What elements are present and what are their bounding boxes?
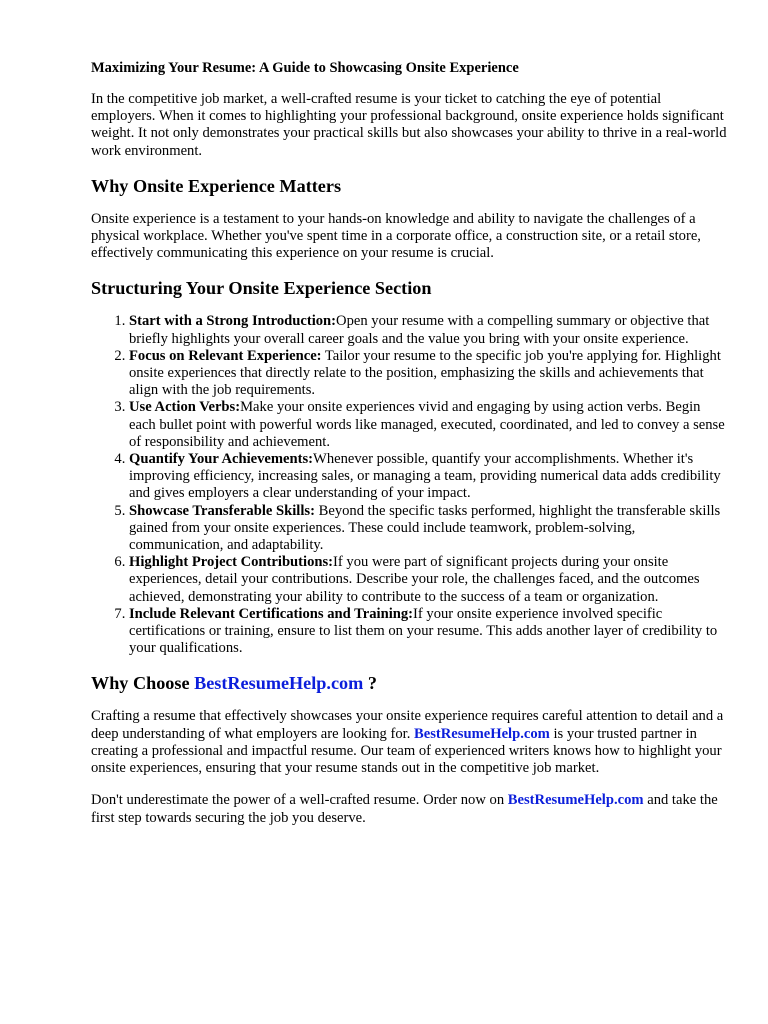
list-item-term: Use Action Verbs: [129, 399, 241, 416]
list-item-text: Make your onsite experiences vivid and engaging by using action verbs. Begin each bullet point with powerful words like managed, executed, coordinated, and led to convey a sense of responsibility and achievement. [129, 399, 725, 450]
heading-suffix: ? [363, 673, 377, 694]
list-item-term: Focus on Relevant Experience: [129, 347, 322, 364]
list-item-text: If your onsite experience involved specific certifications or training, ensure to list them on your resume. This adds another layer of credibility to your qualifications. [129, 605, 718, 657]
paragraph-text: Don't underestimate the power of a well-crafted resume. Order now on [91, 792, 508, 809]
heading-prefix: Why Choose [91, 673, 195, 694]
list-item-text: Whenever possible, quantify your accomplishments. Whether it's improving efficiency, increasing sales, or managing a team, providing numerical data adds credibility and gives employers a clear understanding of your impact. [129, 451, 721, 502]
bestresumehelp-heading-link[interactable]: BestResumeHelp.com [194, 673, 364, 694]
bestresumehelp-inline-link[interactable]: BestResumeHelp.com [414, 725, 550, 742]
list-item-term: Include Relevant Certifications and Training: [129, 605, 414, 622]
intro-paragraph: In the competitive job market, a well-crafted resume is your ticket to catching the eye of potential employers. When it comes to highlighting your professional background, onsite experience holds significant weight. It not only demonstrates your practical skills but also showcases your ability to thrive in a real-world work environment. [91, 91, 727, 159]
list-item-term: Quantify Your Achievements: [129, 451, 314, 468]
closing-paragraph [91, 792, 728, 826]
list-item [129, 503, 728, 555]
structuring-list [91, 313, 728, 657]
list-item [129, 554, 728, 606]
why-matters-paragraph: Onsite experience is a testament to your hands-on knowledge and ability to navigate the challenges of a physical workplace. Whether you've spent time in a corporate office, a construction site, or a retail store, effectively communicating this experience on your resume is crucial. [91, 210, 701, 262]
list-item [129, 399, 728, 451]
list-item-term: Highlight Project Contributions: [129, 554, 334, 571]
paragraph-text: is your trusted partner in creating a professional and impactful resume. Our team of experienced writers knows how to highlight your onsite experiences, ensuring that your resume stands out in the competitive job market. [91, 725, 722, 777]
list-item [129, 451, 728, 503]
list-item [129, 313, 728, 347]
document-title: Maximizing Your Resume: A Guide to Showcasing Onsite Experience [91, 60, 519, 76]
list-item-term: Start with a Strong Introduction: [129, 313, 337, 330]
section-heading-structuring: Structuring Your Onsite Experience Section [91, 278, 432, 299]
section-heading-why-matters: Why Onsite Experience Matters [91, 175, 342, 196]
list-item-text: If you were part of significant projects during your onsite experiences, detail your contributions. Describe your role, the challenges faced, and the outcomes achieved, demonstrating your ability to contribute to the success of a team or organization. [129, 554, 700, 605]
list-item-text: Open your resume with a compelling summary or objective that briefly highlights your overall career goals and the value you bring with your onsite experience. [129, 313, 710, 347]
list-item-text: Beyond the specific tasks performed, highlight the transferable skills gained from your onsite experiences. These could include teamwork, problem-solving, communication, and adaptability. [129, 502, 721, 554]
list-item [129, 606, 728, 658]
paragraph-text: and take the first step towards securing the job you deserve. [91, 792, 718, 826]
section-heading-why-choose [91, 672, 728, 694]
list-item-text: Tailor your resume to the specific job you're applying for. Highlight onsite experiences that directly relate to the position, emphasizing the skills and achievements that align with the job requirements. [129, 347, 721, 399]
list-item-term: Showcase Transferable Skills: [129, 502, 315, 519]
bestresumehelp-order-link[interactable]: BestResumeHelp.com [507, 792, 644, 809]
list-item [129, 348, 728, 400]
why-choose-paragraph [91, 708, 728, 777]
paragraph-text: Crafting a resume that effectively showcases your onsite experience requires careful attention to detail and a deep understanding of what employers are looking for. [91, 708, 724, 742]
